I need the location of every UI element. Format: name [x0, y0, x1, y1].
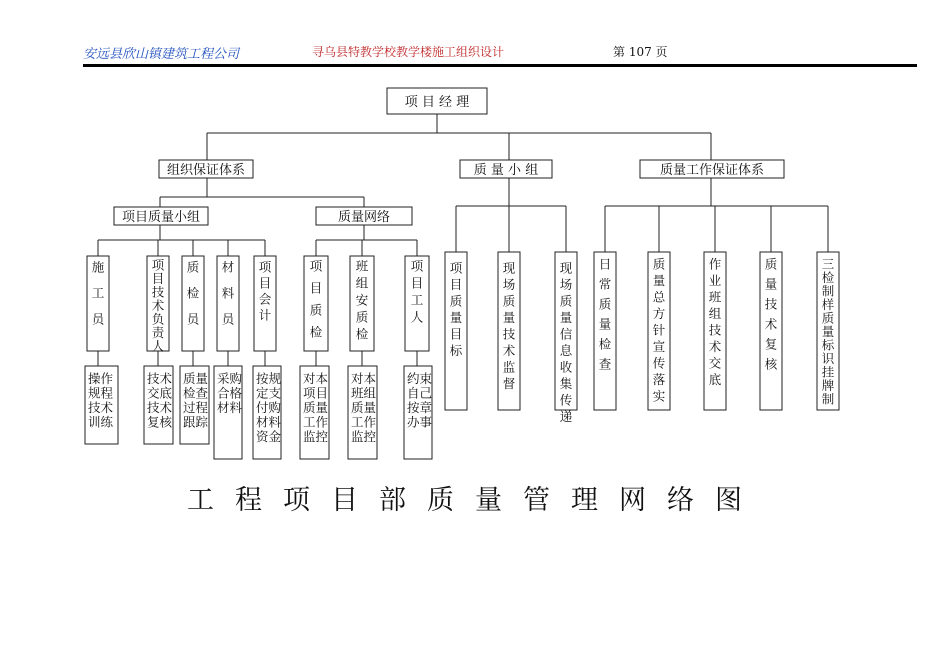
work-item-2-label: 质量总方针宣传落实 [652, 256, 666, 404]
org-duty-2-label: 技术交底技术复核 [147, 371, 173, 430]
net-member-3-label: 项目工人 [410, 258, 424, 325]
net-member-2-label: 班组安质检 [355, 258, 369, 342]
work-item-5-label: 三检制样质量标识挂牌制 [821, 256, 835, 407]
org-duty-1-label: 操作规程技术训练 [88, 371, 114, 430]
net-member-1-label: 项目质检 [309, 258, 323, 340]
root-project-manager-label: 项 目 经 理 [404, 95, 470, 110]
quality-group-label: 质 量 小 组 [473, 163, 539, 178]
group-item-2-label: 现场质量技术监督 [502, 260, 516, 391]
header-page-number: 第 107 页 [613, 45, 668, 59]
org-duty-5-label: 按规定支付购材料资金 [256, 371, 282, 444]
diagram-title: 工程项目部质量管理网络图 [187, 485, 763, 516]
work-item-3-label: 作业班组技术交底 [708, 256, 722, 387]
net-duty-2-label: 对本班组质量工作监控 [351, 371, 377, 444]
header-document-title: 寻乌县特教学校教学楼施工组织设计 [312, 45, 505, 59]
header-company: 安远县欣山镇建筑工程公司 [83, 47, 240, 62]
quality-work-system-label: 质量工作保证体系 [659, 163, 765, 178]
org-duty-4-label: 采购合格材料 [217, 371, 243, 415]
net-duty-1-label: 对本项目质量工作监控 [303, 371, 329, 444]
org-member-4-label: 材料员 [221, 259, 235, 327]
org-member-2-label: 项目技术负责人 [151, 257, 165, 354]
org-guarantee-system-label: 组织保证体系 [166, 163, 246, 178]
group-item-3-label: 现场质量信息收集传递 [559, 260, 573, 424]
work-item-4-label: 质量技术复核 [764, 256, 778, 372]
work-item-1-label: 日常质量检查 [598, 256, 612, 372]
project-quality-group-label: 项目质量小组 [121, 210, 201, 225]
quality-network-label: 质量网络 [337, 210, 391, 225]
org-member-5-label: 项目会计 [258, 259, 272, 323]
org-duty-3-label: 质量检查过程跟踪 [183, 371, 209, 430]
org-member-1-label: 施工员 [91, 259, 105, 327]
net-duty-3-label: 约束自己按章办事 [407, 371, 433, 430]
org-member-3-label: 质检员 [186, 259, 200, 327]
group-item-1-label: 项目质量目标 [449, 260, 463, 358]
